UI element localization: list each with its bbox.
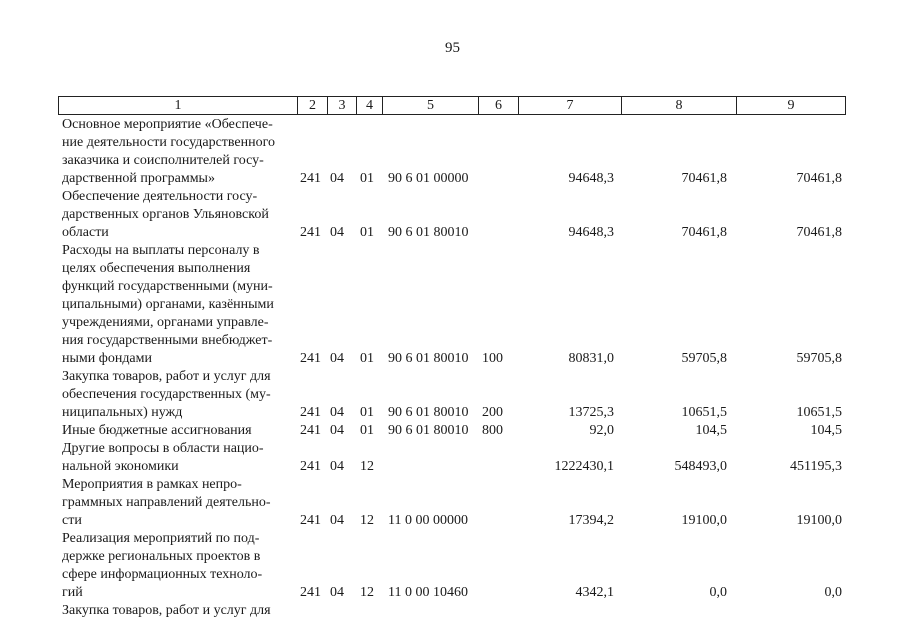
row-description-line: Иные бюджетные ассигнования — [62, 423, 252, 438]
table-row — [0, 368, 905, 422]
col-8-value: 548493,0 — [674, 459, 727, 474]
col-3-value: 04 — [330, 585, 344, 600]
col-2-value: 241 — [300, 423, 321, 438]
col-4-value: 12 — [360, 459, 374, 474]
row-description-line: Закупка товаров, работ и услуг для — [62, 603, 271, 618]
col-2-value: 241 — [300, 513, 321, 528]
col-5-value: 90 6 01 80010 — [388, 423, 469, 438]
header-col-8: 8 — [622, 97, 737, 114]
col-7-value: 1222430,1 — [554, 459, 614, 474]
row-description-line: ными фондами — [62, 351, 153, 366]
row-description-line: целях обеспечения выполнения — [62, 261, 251, 276]
col-8-value: 10651,5 — [681, 405, 727, 420]
col-9-value: 104,5 — [810, 423, 842, 438]
row-description-line: держке региональных проектов в — [62, 549, 261, 564]
row-description-line: области — [62, 225, 109, 240]
col-9-value: 10651,5 — [796, 405, 842, 420]
col-8-value: 70461,8 — [681, 171, 727, 186]
col-9-value: 0,0 — [824, 585, 842, 600]
col-7-value: 13725,3 — [568, 405, 614, 420]
col-3-value: 04 — [330, 171, 344, 186]
row-values — [0, 512, 905, 530]
header-col-5: 5 — [383, 97, 479, 114]
row-description-line: Основное мероприятие «Обеспече- — [62, 117, 273, 132]
col-5-value: 11 0 00 00000 — [388, 513, 468, 528]
table-row — [0, 530, 905, 602]
col-9-value: 70461,8 — [796, 171, 842, 186]
col-7-value: 80831,0 — [568, 351, 614, 366]
col-3-value: 04 — [330, 225, 344, 240]
table-row — [0, 440, 905, 476]
col-3-value: 04 — [330, 423, 344, 438]
row-description-line: Расходы на выплаты персоналу в — [62, 243, 260, 258]
header-col-1: 1 — [59, 97, 298, 114]
col-5-value: 90 6 01 80010 — [388, 351, 469, 366]
table-row — [0, 116, 905, 188]
row-description-line: сти — [62, 513, 82, 528]
row-description-line: ние деятельности государственного — [62, 135, 276, 150]
col-7-value: 94648,3 — [568, 171, 614, 186]
row-values — [0, 458, 905, 476]
header-col-7: 7 — [519, 97, 622, 114]
col-6-value: 100 — [482, 351, 503, 366]
header-col-4: 4 — [357, 97, 383, 114]
col-3-value: 04 — [330, 459, 344, 474]
col-9-value: 70461,8 — [796, 225, 842, 240]
col-9-value: 59705,8 — [796, 351, 842, 366]
row-values — [0, 404, 905, 422]
header-col-9: 9 — [787, 98, 795, 113]
col-7-value: 94648,3 — [568, 225, 614, 240]
col-2-value: 241 — [300, 171, 321, 186]
col-6-value: 800 — [482, 423, 503, 438]
col-4-value: 12 — [360, 585, 374, 600]
col-3-value: 04 — [330, 513, 344, 528]
row-description-line: ния государственными внебюджет- — [62, 333, 273, 348]
row-description-line: ципальными) органами, казёнными — [62, 297, 274, 312]
row-description-line: сфере информационных техноло- — [62, 567, 263, 582]
table-row — [0, 476, 905, 530]
row-values — [0, 224, 905, 242]
table-row — [0, 188, 905, 242]
col-6-value: 200 — [482, 405, 503, 420]
col-4-value: 01 — [360, 351, 374, 366]
col-5-value: 90 6 01 80010 — [388, 405, 469, 420]
col-5-value: 90 6 01 00000 — [388, 171, 469, 186]
row-values — [0, 422, 905, 440]
col-2-value: 241 — [300, 585, 321, 600]
col-5-value: 11 0 00 10460 — [388, 585, 468, 600]
col-2-value: 241 — [300, 225, 321, 240]
col-8-value: 104,5 — [695, 423, 727, 438]
col-4-value: 01 — [360, 423, 374, 438]
row-description-line: дарственных органов Ульяновской — [62, 207, 269, 222]
row-values — [0, 584, 905, 602]
header-col-6: 6 — [479, 97, 519, 114]
col-4-value: 12 — [360, 513, 374, 528]
table-row — [0, 422, 905, 440]
col-7-value: 92,0 — [589, 423, 614, 438]
col-2-value: 241 — [300, 405, 321, 420]
col-9-value: 451195,3 — [790, 459, 842, 474]
row-description-line: граммных направлений деятельно- — [62, 495, 271, 510]
header-col-2: 2 — [298, 97, 328, 114]
col-8-value: 0,0 — [709, 585, 727, 600]
table-row — [0, 602, 905, 620]
row-values — [0, 170, 905, 188]
table-row — [0, 242, 905, 368]
col-7-value: 17394,2 — [568, 513, 614, 528]
col-3-value: 04 — [330, 405, 344, 420]
row-description-line: функций государственными (муни- — [62, 279, 273, 294]
row-description-line: Реализация мероприятий по под- — [62, 531, 260, 546]
row-values — [0, 602, 905, 620]
col-8-value: 19100,0 — [681, 513, 727, 528]
col-2-value: 241 — [300, 459, 321, 474]
header-col-3: 3 — [328, 97, 357, 114]
col-7-value: 4342,1 — [575, 585, 614, 600]
row-description-line: заказчика и соисполнителей госу- — [62, 153, 264, 168]
row-description-line: нальной экономики — [62, 459, 179, 474]
row-description-line: Обеспечение деятельности госу- — [62, 189, 258, 204]
col-4-value: 01 — [360, 225, 374, 240]
page-number: 95 — [445, 40, 460, 56]
col-9-value: 19100,0 — [796, 513, 842, 528]
row-description-line: Другие вопросы в области нацио- — [62, 441, 264, 456]
row-description-line: дарственной программы» — [62, 171, 215, 186]
table-header — [58, 96, 846, 115]
col-4-value: 01 — [360, 405, 374, 420]
col-8-value: 59705,8 — [681, 351, 727, 366]
col-4-value: 01 — [360, 171, 374, 186]
row-description-line: Мероприятия в рамках непро- — [62, 477, 242, 492]
row-description-line: учреждениями, органами управле- — [62, 315, 269, 330]
col-2-value: 241 — [300, 351, 321, 366]
row-description-line: Закупка товаров, работ и услуг для — [62, 369, 271, 384]
row-description-line: ниципальных) нужд — [62, 405, 183, 420]
row-values — [0, 350, 905, 368]
col-5-value: 90 6 01 80010 — [388, 225, 469, 240]
col-3-value: 04 — [330, 351, 344, 366]
row-description-line: гий — [62, 585, 83, 600]
col-8-value: 70461,8 — [681, 225, 727, 240]
row-description-line: обеспечения государственных (му- — [62, 387, 271, 402]
